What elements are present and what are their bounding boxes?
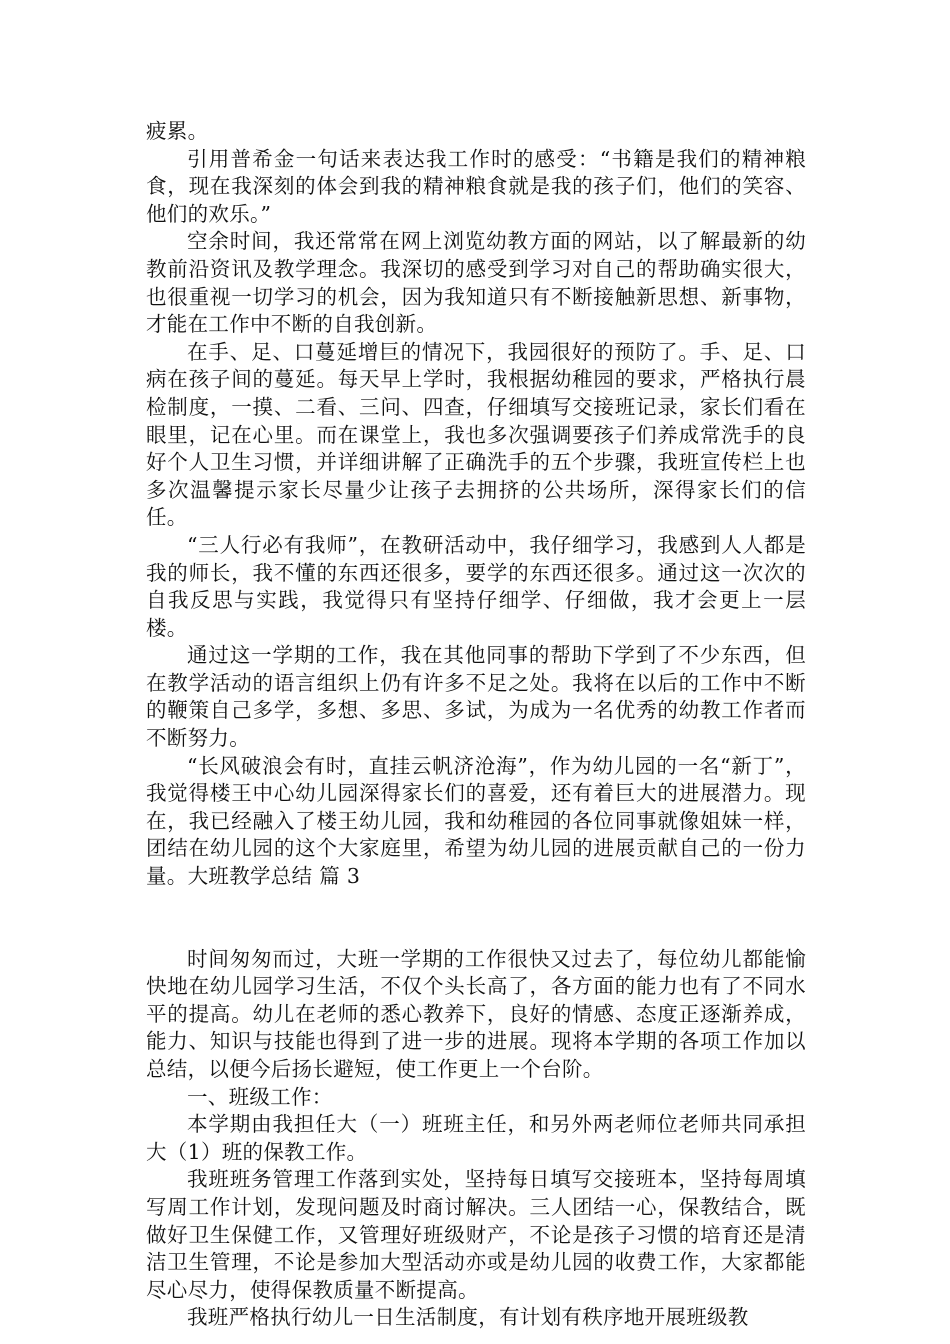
paragraph: 本学期由我担任大（一）班班主任，和另外两老师位老师共同承担大（1）班的保教工作。 — [146, 1112, 806, 1164]
paragraph: 疲累。 — [146, 119, 209, 143]
paragraph: 我班严格执行幼儿一日生活制度，有计划有秩序地开展班级教 — [187, 1305, 749, 1330]
paragraph: 空余时间，我还常常在网上浏览幼教方面的网站，以了解最新的幼教前沿资讯及教学理念。我深切的感受到学习对自己的帮助确实很大，也很重视一切学习的机会，因为我知道只有不断接触新思想、新事物，才能在工作中不断的自我创新。 — [146, 229, 806, 337]
document-page — [146, 118, 806, 1332]
paragraph: 时间匆匆而过，大班一学期的工作很快又过去了，每位幼儿都能愉快地在幼儿园学习生活，不仅个头长高了，各方面的能力也有了不同水平的提高。幼儿在老师的悉心教养下，良好的情感、态度正逐渐养成，能力、知识与技能也得到了进一步的进展。现将本学期的各项工作加以总结，以便今后扬长避短，使工作更上一个台阶。 — [146, 946, 806, 1081]
paragraph: 引用普希金一句话来表达我工作时的感受：“书籍是我们的精神粮食，现在我深刻的体会到我的精神粮食就是我的孩子们，他们的笑容、他们的欢乐。” — [146, 146, 806, 226]
paragraph: “三人行必有我师”，在教研活动中，我仔细学习，我感到人人都是我的师长，我不懂的东西还很多，要学的东西还很多。通过这一次次的自我反思与实践，我觉得只有坚持仔细学、仔细做，我才会更上一层楼。 — [146, 532, 806, 640]
paragraph: “长风破浪会有时，直挂云帆济沧海”，作为幼儿园的一名“新丁”，我觉得楼王中心幼儿园深得家长们的喜爱，还有着巨大的进展潜力。现在，我已经融入了楼王幼儿园，我和幼稚园的各位同事就像姐妹一样，团结在幼儿园的这个大家庭里，希望为幼儿园的进展贡献自己的一份力量。大班教学总结 篇 3 — [146, 753, 806, 889]
paragraph: 我班班务管理工作落到实处，坚持每日填写交接班本，坚持每周填写周工作计划，发现问题及时商讨解决。三人团结一心，保教结合，既做好卫生保健工作，又管理好班级财产，不论是孩子习惯的培育还是清洁卫生管理，不论是参加大型活动亦或是幼儿园的收费工作，大家都能尽心尽力，使得保教质量不断提高。 — [146, 1167, 806, 1302]
section-spacer — [146, 891, 806, 946]
section-heading: 一、班级工作： — [187, 1084, 333, 1109]
paragraph: 通过这一学期的工作，我在其他同事的帮助下学到了不少东西，但在教学活动的语言组织上仍有许多不足之处。我将在以后的工作中不断的鞭策自己多学，多想、多思、多试，为成为一名优秀的幼教工作者而不断努力。 — [146, 643, 806, 751]
paragraph: 在手、足、口蔓延增巨的情况下，我园很好的预防了。手、足、口病在孩子间的蔓延。每天早上学时，我根据幼稚园的要求，严格执行晨检制度，一摸、二看、三问、四查，仔细填写交接班记录，家长们看在眼里，记在心里。而在课堂上，我也多次强调要孩子们养成常洗手的良好个人卫生习惯，并详细讲解了正确洗手的五个步骤，我班宣传栏上也多次温馨提示家长尽量少让孩子去拥挤的公共场所，深得家长们的信任。 — [146, 339, 806, 530]
